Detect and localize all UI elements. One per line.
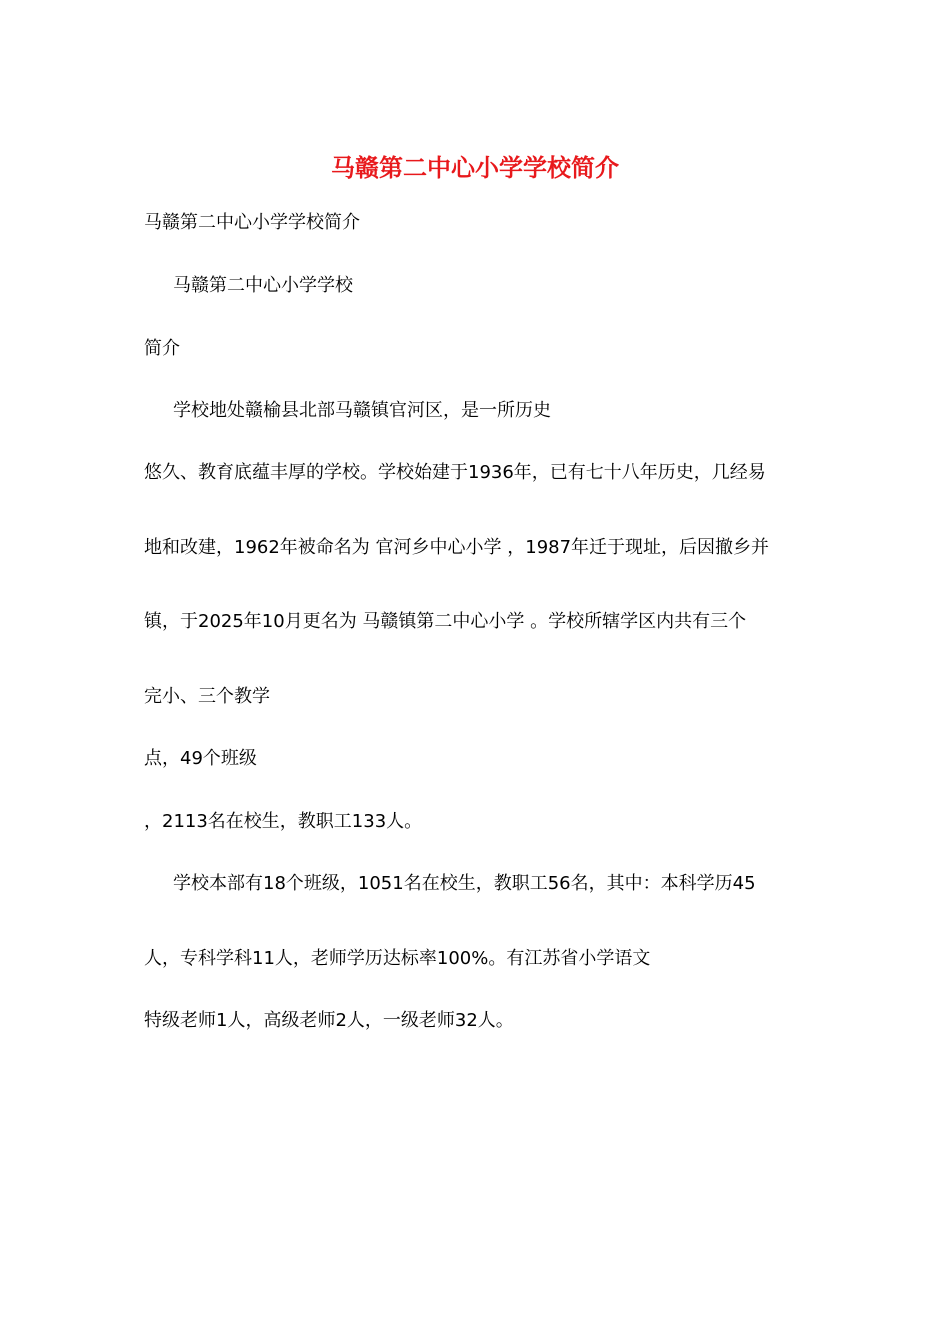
body-line-paragraph-2: 悠久、教育底蕴丰厚的学校。学校始建于1936年，已有七十八年历史，几经易 (144, 462, 766, 483)
body-line-paragraph-4: 镇，于2025年10月更名为 马赣镇第二中心小学 。学校所辖学区内共有三个 (144, 611, 747, 632)
body-line-heading: 马赣第二中心小学学校简介 (144, 212, 360, 233)
body-line-paragraph-7: ，2113名在校生，教职工133人。 (144, 811, 423, 832)
body-line-subheading: 马赣第二中心小学学校 (173, 275, 353, 296)
body-line-paragraph-3: 地和改建，1962年被命名为 官河乡中心小学 ，1987年迁于现址，后因撤乡并 (144, 537, 770, 558)
body-line-paragraph-8: 学校本部有18个班级，1051名在校生，教职工56名，其中：本科学历45 (173, 873, 756, 894)
body-line-paragraph-1: 学校地处赣榆县北部马赣镇官河区，是一所历史 (173, 400, 551, 421)
body-line-paragraph-10: 特级老师1人，高级老师2人，一级老师32人。 (144, 1010, 514, 1031)
body-line-paragraph-9: 人，专科学科11人，老师学历达标率100%。有江苏省小学语文 (144, 948, 651, 969)
body-line-paragraph-6: 点，49个班级 (144, 748, 257, 769)
document-title: 马赣第二中心小学学校简介 (331, 154, 619, 182)
body-line-intro-label: 简介 (144, 338, 180, 359)
body-line-paragraph-5: 完小、三个教学 (144, 686, 270, 707)
